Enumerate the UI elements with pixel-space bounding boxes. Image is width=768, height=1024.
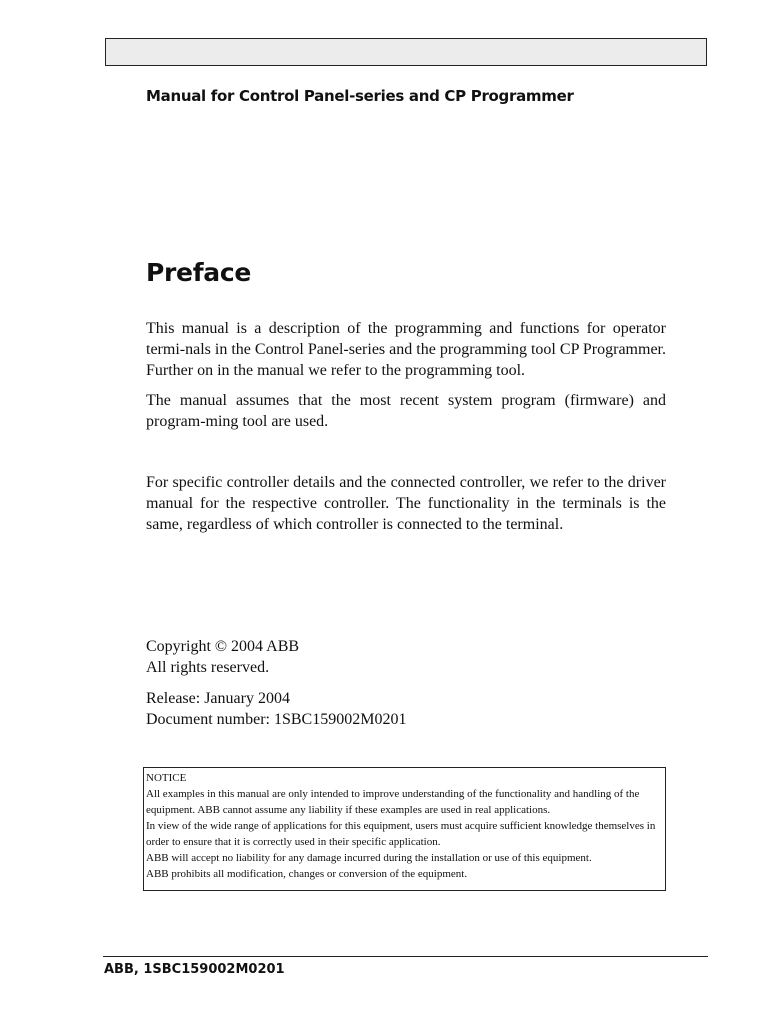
footer-text: ABB, 1SBC159002M0201 [104, 962, 285, 977]
copyright-block [146, 636, 299, 678]
notice-line: All examples in this manual are only intended to improve understanding of the functionality and handling of the [146, 788, 640, 800]
release-block [146, 688, 406, 730]
preface-paragraph-3: For specific controller details and the connected controller, we refer to the driver manual for the respective controller. The functionality in the terminals is the same, regardless of which controller is connected to the terminal. [146, 474, 666, 533]
header-box [105, 38, 707, 66]
notice-line: equipment. ABB cannot assume any liability if these examples are used in real applications. [146, 804, 551, 816]
preface-paragraph-2: The manual assumes that the most recent system program (firmware) and program-ming tool are used. [146, 392, 666, 430]
footer-divider [103, 956, 708, 957]
document-number: Document number: 1SBC159002M0201 [146, 711, 407, 728]
rights-line: All rights reserved. [146, 659, 270, 676]
notice-box [143, 767, 666, 891]
section-heading: Preface [146, 258, 252, 287]
notice-line: order to ensure that it is correctly used in their specific application. [146, 836, 441, 848]
release-date: Release: January 2004 [146, 690, 290, 707]
notice-line: ABB prohibits all modification, changes or conversion of the equipment. [146, 868, 468, 880]
notice-line: ABB will accept no liability for any damage incurred during the installation or use of this equipment. [146, 852, 592, 864]
notice-title: NOTICE [146, 772, 187, 784]
notice-line: In view of the wide range of applications for this equipment, users must acquire sufficient knowledge themselves in [146, 820, 656, 832]
preface-paragraph-1: This manual is a description of the programming and functions for operator termi-nals in the Control Panel-series and the programming tool CP Programmer. Further on in the manual we refer to the programming tool. [146, 320, 666, 379]
copyright-line: Copyright © 2004 ABB [146, 638, 300, 655]
document-title: Manual for Control Panel-series and CP Programmer [146, 87, 574, 105]
